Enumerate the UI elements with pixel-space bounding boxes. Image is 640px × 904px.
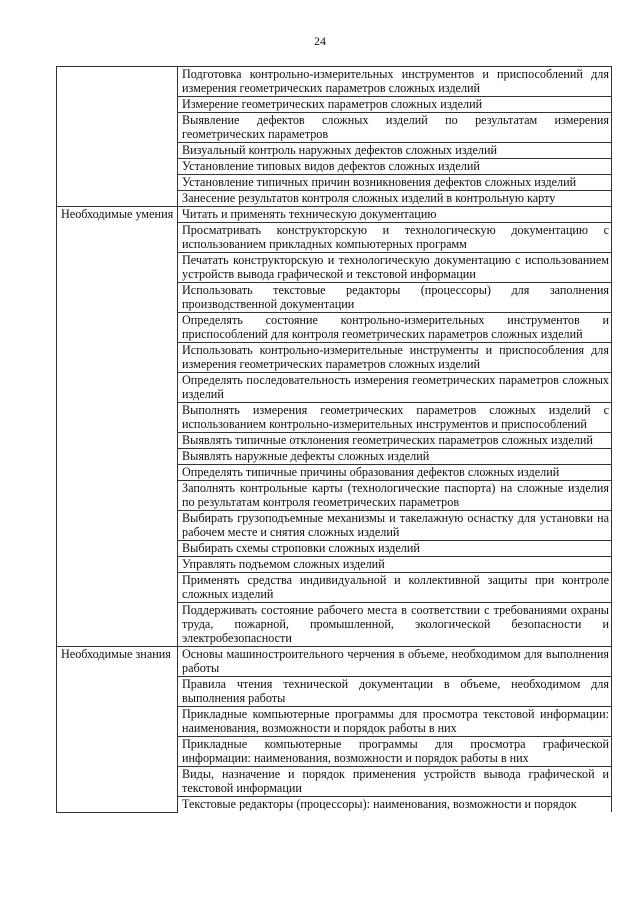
section-label: Необходимые умения: [57, 207, 178, 647]
section-item: Установление типичных причин возникновения дефектов сложных изделий: [178, 175, 612, 191]
section-item: Читать и применять техническую документацию: [178, 207, 612, 223]
section-item: Поддерживать состояние рабочего места в соответствии с требованиями охраны труда, пожарной, промышленной, экологической безопасности и электробезопасности: [178, 603, 612, 647]
section-item: Управлять подъемом сложных изделий: [178, 557, 612, 573]
section-item: Выбирать схемы строповки сложных изделий: [178, 541, 612, 557]
section-item: Установление типовых видов дефектов сложных изделий: [178, 159, 612, 175]
section-item: Заполнять контрольные карты (технологические паспорта) на сложные изделия по результатам контроля геометрических параметров: [178, 481, 612, 511]
section-item: Использовать текстовые редакторы (процессоры) для заполнения производственной документации: [178, 283, 612, 313]
section-item: Измерение геометрических параметров сложных изделий: [178, 97, 612, 113]
section-item: Выявление дефектов сложных изделий по результатам измерения геометрических параметров: [178, 113, 612, 143]
section-item: Визуальный контроль наружных дефектов сложных изделий: [178, 143, 612, 159]
section-item: Подготовка контрольно-измерительных инструментов и приспособлений для измерения геометрических параметров сложных изделий: [178, 67, 612, 97]
section-item: Выявлять наружные дефекты сложных изделий: [178, 449, 612, 465]
section-item: Выявлять типичные отклонения геометрических параметров сложных изделий: [178, 433, 612, 449]
section-item: Выбирать грузоподъемные механизмы и такелажную оснастку для установки на рабочем месте и снятия сложных изделий: [178, 511, 612, 541]
section-item: Применять средства индивидуальной и коллективной защиты при контроле сложных изделий: [178, 573, 612, 603]
section-item: Правила чтения технической документации в объеме, необходимом для выполнения работы: [178, 677, 612, 707]
section-item: Прикладные компьютерные программы для просмотра текстовой информации: наименования, возможности и порядок работы в них: [178, 707, 612, 737]
section-item: Основы машиностроительного черчения в объеме, необходимом для выполнения работы: [178, 647, 612, 677]
section-item: Просматривать конструкторскую и технологическую документацию с использованием прикладных компьютерных программ: [178, 223, 612, 253]
section-label: Необходимые знания: [57, 647, 178, 813]
section-item: Использовать контрольно-измерительные инструменты и приспособления для измерения геометрических параметров сложных изделий: [178, 343, 612, 373]
section-item: Печатать конструкторскую и технологическую документацию с использованием устройств вывода графической и текстовой информации: [178, 253, 612, 283]
table-row: [57, 207, 612, 223]
section-item: Прикладные компьютерные программы для просмотра графической информации: наименования, возможности и порядок работы в них: [178, 737, 612, 767]
section-item: Определять типичные причины образования дефектов сложных изделий: [178, 465, 612, 481]
section-label: [57, 67, 178, 207]
section-item: Выполнять измерения геометрических параметров сложных изделий с использованием контрольно-измерительных инструментов и приспособлений: [178, 403, 612, 433]
section-item: Текстовые редакторы (процессоры): наименования, возможности и порядок: [178, 797, 612, 813]
page-number: 24: [314, 34, 326, 48]
competency-table: [56, 66, 612, 813]
table-row: [57, 67, 612, 97]
section-item: Определять состояние контрольно-измерительных инструментов и приспособлений для контроля геометрических параметров сложных изделий: [178, 313, 612, 343]
section-item: Занесение результатов контроля сложных изделий в контрольную карту: [178, 191, 612, 207]
competency-table-body: [57, 67, 612, 813]
table-row: [57, 647, 612, 677]
section-item: Определять последовательность измерения геометрических параметров сложных изделий: [178, 373, 612, 403]
section-item: Виды, назначение и порядок применения устройств вывода графической и текстовой информации: [178, 767, 612, 797]
